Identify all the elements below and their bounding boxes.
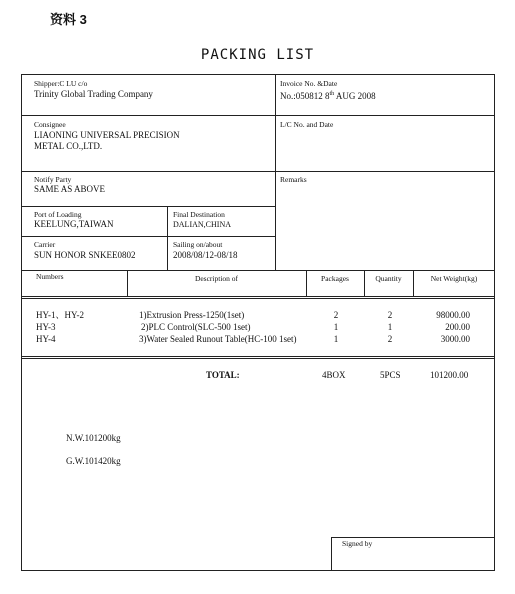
consignee-line1: LIAONING UNIVERSAL PRECISION — [34, 130, 180, 140]
row-divider — [21, 115, 495, 116]
sailing-value: 2008/08/12-08/18 — [173, 250, 238, 260]
row-divider — [21, 206, 275, 207]
loading-value: KEELUNG,TAIWAN — [34, 219, 114, 229]
row-packages: 2 — [333, 310, 339, 320]
sailing-label: Sailing on/about — [173, 240, 223, 249]
header-description: Description of — [194, 274, 239, 283]
signature-box-divider — [331, 537, 332, 571]
invoice-date: AUG 2008 — [334, 91, 376, 101]
notify-label: Notify Party — [34, 175, 72, 184]
row-net-weight: 98000.00 — [436, 310, 470, 320]
consignee-label: Consignee — [34, 120, 66, 129]
row-divider — [21, 236, 275, 237]
row-quantity: 2 — [387, 310, 393, 320]
row-number: HY-1、HY-2 — [36, 310, 84, 320]
row-divider — [21, 171, 495, 172]
invoice-label: Invoice No. &Date — [280, 79, 338, 88]
row-net-weight: 200.00 — [445, 322, 470, 332]
column-divider — [167, 206, 168, 270]
row-packages: 1 — [333, 334, 339, 344]
net-weight-summary: N.W.101200kg — [66, 433, 121, 443]
header-packages: Packages — [321, 274, 349, 283]
consignee-line2: METAL CO.,LTD. — [34, 141, 103, 151]
carrier-label: Carrier — [34, 240, 56, 249]
document-heading: 资料 3 — [50, 12, 87, 27]
invoice-value — [280, 89, 376, 102]
shipper-label: Shipper:C LU c/o — [34, 79, 88, 88]
header-quantity: Quantity — [375, 274, 402, 283]
header-net-weight: Net Weight(kg) — [430, 274, 478, 283]
row-quantity: 1 — [387, 322, 393, 332]
row-description: 1)Extrusion Press-1250(1set) — [139, 310, 245, 320]
invoice-number: No.:050812 8 — [280, 91, 330, 101]
row-packages: 1 — [333, 322, 339, 332]
carrier-value: SUN HONOR SNKEE0802 — [34, 250, 136, 260]
total-quantity: 5PCS — [380, 370, 401, 380]
total-packages: 4BOX — [322, 370, 346, 380]
total-label: TOTAL: — [206, 370, 240, 380]
notify-value: SAME AS ABOVE — [34, 184, 106, 194]
row-description: 2)PLC Control(SLC-500 1set) — [141, 322, 251, 332]
signature-box-top — [331, 537, 495, 538]
document-title: PACKING LIST — [200, 47, 315, 63]
lc-label: L/C No. and Date — [280, 120, 334, 129]
loading-label: Port of Loading — [34, 210, 82, 219]
remarks-label: Remarks — [280, 175, 307, 184]
row-net-weight: 3000.00 — [440, 334, 470, 344]
row-quantity: 2 — [387, 334, 393, 344]
total-net-weight: 101200.00 — [430, 370, 469, 380]
row-number: HY-4 — [36, 334, 56, 344]
table-header-line — [21, 296, 495, 299]
row-number: HY-3 — [36, 322, 56, 332]
header-numbers: Numbers — [36, 272, 64, 281]
gross-weight-summary: G.W.101420kg — [66, 456, 121, 466]
destination-value: DALIAN,CHINA — [173, 220, 231, 229]
table-top-line — [21, 270, 495, 271]
destination-label: Final Destination — [173, 210, 225, 219]
items-bottom-line — [21, 356, 495, 359]
signature-label: Signed by — [342, 539, 373, 548]
shipper-value: Trinity Global Trading Company — [34, 89, 153, 99]
column-divider — [275, 74, 276, 270]
row-description: 3)Water Sealed Runout Table(HC-100 1set) — [139, 334, 297, 344]
invoice-day-suffix: th — [329, 91, 335, 97]
